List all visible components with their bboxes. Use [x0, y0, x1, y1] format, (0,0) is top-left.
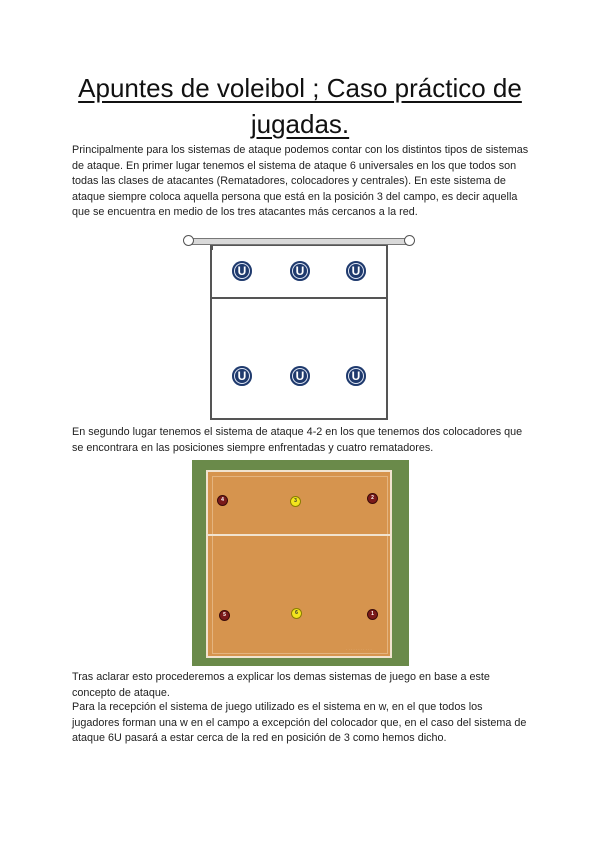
paragraph-6u-system: Principalmente para los sistemas de ataque podemos contar con los distintos tipos de sistemas de ataque. En primer lugar tenemos el sistema de ataque 6 universales en los que todos son todas las clases de atacantes (Rematadores, colocadores y centrales). En este sistema de ataque siempre coloca aquella persona que está en la posición 3 del campo, es decir aquella que se encuentra en medio de los tres atacantes más cercanos a la red. — [72, 144, 529, 218]
player-u-front-left: U — [232, 261, 252, 281]
player-3: 3 — [291, 497, 300, 506]
net-bar — [189, 238, 413, 245]
paragraph-transition: Tras aclarar esto procederemos a explicar los demas sistemas de juego en base a este concepto de ataque. — [72, 671, 490, 699]
net-antenna-left — [183, 235, 194, 246]
paragraph-reception-w: Para la recepción el sistema de juego utilizado es el sistema en w, en el que todos los jugadores forman una w en el campo a excepción del colocador que, en el caso del sistema de ataque 6U pasará a estar cerca de la red en posición de 3 como hemos dicho. — [72, 701, 527, 744]
player-2: 2 — [368, 494, 377, 503]
player-1: 1 — [368, 610, 377, 619]
player-5: 5 — [220, 611, 229, 620]
attack-line — [210, 297, 388, 299]
player-u-back-right: U — [346, 366, 366, 386]
title-line-2: jugadas. — [250, 109, 350, 139]
player-u-front-right: U — [346, 261, 366, 281]
player-4: 4 — [218, 496, 227, 505]
center-line — [206, 534, 392, 536]
court-inner-line — [212, 476, 388, 654]
net-antenna-right — [404, 235, 415, 246]
player-u-front-center: U — [290, 261, 310, 281]
title-line-1: Apuntes de voleibol ; Caso práctico de — [78, 73, 522, 103]
image-watermark: · · · · · · · · · · · — [346, 647, 372, 652]
player-u-back-left: U — [232, 366, 252, 386]
paragraph-4-2-system: En segundo lugar tenemos el sistema de ataque 4-2 en los que tenemos dos colocadores que se encontrara en las posiciones siempre enfrentadas y cuatro rematadores. — [72, 426, 523, 454]
page-title — [60, 70, 540, 142]
player-6: 6 — [292, 609, 301, 618]
player-u-back-center: U — [290, 366, 310, 386]
